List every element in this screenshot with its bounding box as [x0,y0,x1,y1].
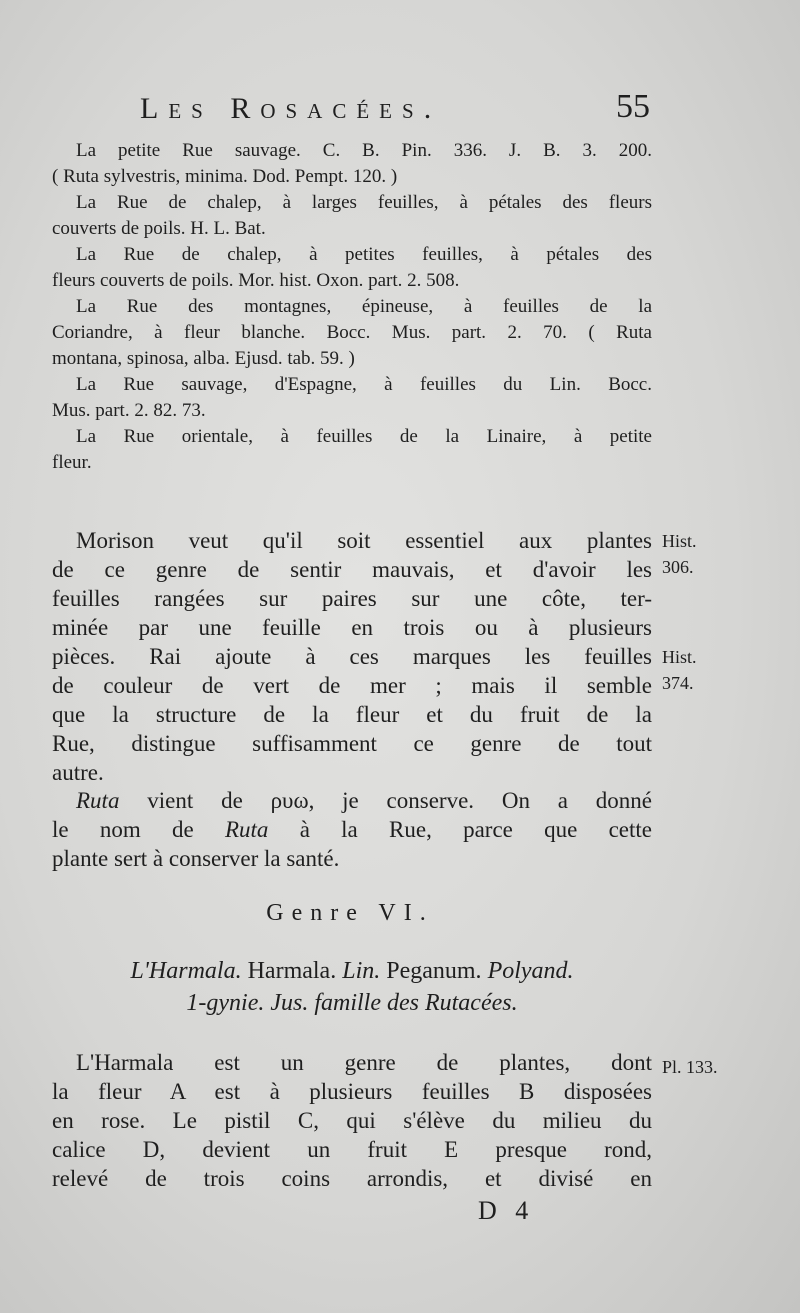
text-line [52,786,652,815]
text-line: de couleur de vert de mer ; mais il semble [52,673,652,698]
heading-fragment: L'Harmala. [130,958,242,984]
text-line: minée par une feuille en trois ou à plusieurs [52,615,652,640]
paragraph-morison [52,526,652,787]
margin-note-hist-306 [662,528,772,580]
species-line: La Rue de chalep, à petites feuilles, à pétales des [76,244,652,265]
species-line: Coriandre, à fleur blanche. Bocc. Mus. part. 2. 70. ( Ruta [52,322,652,343]
heading-fragment: Peganum. [380,958,488,984]
margin-note-line: Hist. [662,531,697,551]
heading-fragment: Lin. [342,958,381,984]
text-fragment: à la Rue, parce que cette [268,817,652,842]
margin-note-plate: Pl. 133. [662,1057,718,1077]
species-line: La petite Rue sauvage. C. B. Pin. 336. J. B. 3. 200. [76,140,652,161]
ruta-term: Ruta [224,817,269,842]
species-line: La Rue orientale, à feuilles de la Linaire, à petite [76,426,652,447]
text-line: en rose. Le pistil C, qui s'élève du milieu du [52,1108,652,1133]
paragraph-harmala [52,1048,652,1193]
species-line: La Rue de chalep, à larges feuilles, à pétales des fleurs [76,192,652,213]
text-line: la fleur A est à plusieurs feuilles B disposées [52,1079,652,1104]
harmala-heading [52,958,652,985]
text-line: que la structure de la fleur et du fruit de la [52,702,652,727]
text-line: plante sert à conserver la santé. [52,846,340,871]
margin-note-hist-374 [662,644,772,696]
text-line: de ce genre de sentir mauvais, et d'avoir les [52,557,652,582]
text-line [52,815,652,844]
text-line: Morison veut qu'il soit essentiel aux plantes [76,528,652,553]
text-line: feuilles rangées sur paires sur une côte, ter- [52,586,652,611]
text-line: calice D, devient un fruit E presque rond, [52,1137,652,1162]
text-fragment: le nom de [52,817,225,842]
paragraph-ruta [52,786,652,873]
species-line: fleur. [52,452,92,473]
species-line: couverts de poils. H. L. Bat. [52,218,266,239]
species-line: La Rue sauvage, d'Espagne, à feuilles du Lin. Bocc. [76,374,652,395]
page-header [140,88,660,128]
page-number: 55 [616,88,650,125]
margin-note-line: 374. [662,673,694,693]
harmala-heading-line2: 1-gynie. Jus. famille des Rutacées. [186,990,518,1016]
running-title: Les Rosacées. [140,92,442,125]
heading-fragment: Harmala. [241,958,343,984]
text-line: relevé de trois coins arrondis, et divisé en [52,1166,652,1191]
species-line: montana, spinosa, alba. Ejusd. tab. 59. ) [52,348,355,369]
text-line: autre. [52,760,104,785]
ruta-term: Ruta [76,788,120,813]
species-line: ( Ruta sylvestris, minima. Dod. Pempt. 120. ) [52,166,398,187]
margin-note-line: 306. [662,557,694,577]
text-line: Rue, distingue suffisamment ce genre de tout [52,731,652,756]
signature-mark: D 4 [478,1196,535,1225]
species-line: fleurs couverts de poils. Mor. hist. Oxon. part. 2. 508. [52,270,460,291]
species-line: Mus. part. 2. 82. 73. [52,400,206,421]
genre-heading: Genre VI. [266,900,434,926]
species-line: La Rue des montagnes, épineuse, à feuilles de la [76,296,652,317]
heading-fragment: Polyand. [487,958,574,984]
margin-note-line: Hist. [662,647,697,667]
species-list [52,138,652,476]
text-line: L'Harmala est un genre de plantes, dont [76,1050,652,1075]
text-fragment: vient de ρυω, je conserve. On a donné [119,788,652,813]
text-line: pièces. Rai ajoute à ces marques les feuilles [52,644,652,669]
